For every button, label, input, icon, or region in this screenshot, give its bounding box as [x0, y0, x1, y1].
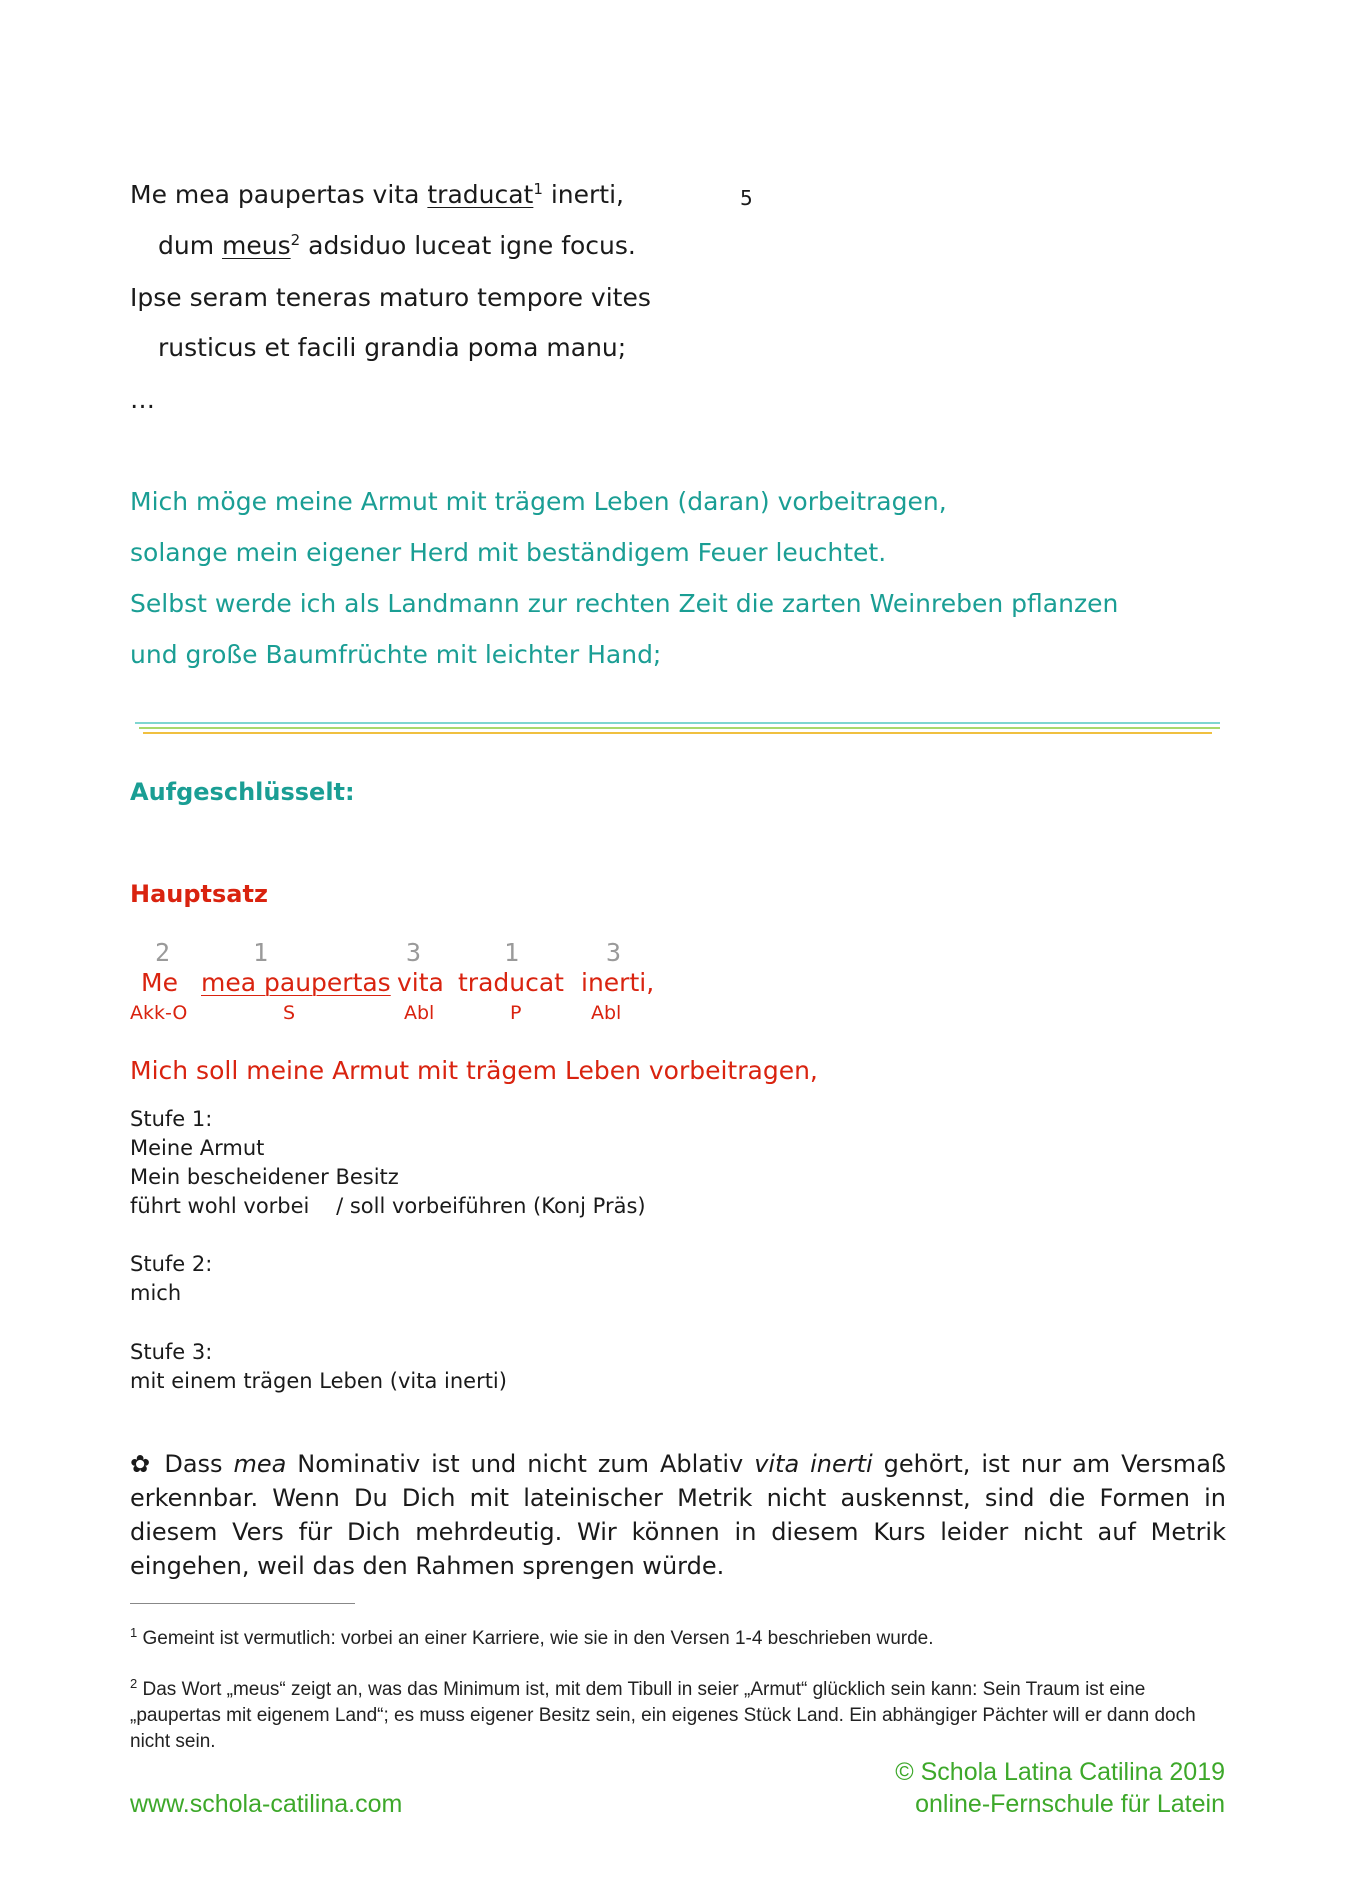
- underlined-word-traducat: traducat: [427, 180, 534, 209]
- degree-number: 3: [606, 938, 622, 967]
- footnote-1: [130, 1626, 1230, 1652]
- divider: [135, 722, 1220, 736]
- translation-line-1: Mich möge meine Armut mit trägem Leben (daran) vorbeitragen,: [130, 487, 947, 516]
- note-text: Dass: [153, 1450, 234, 1478]
- syntax-role: Abl: [404, 1002, 435, 1024]
- main-clause-title: Hauptsatz: [130, 880, 268, 908]
- copyright: © Schola Latina Catilina 2019: [895, 1758, 1225, 1786]
- footnote-ref-2[interactable]: 2: [290, 231, 301, 249]
- translation-line-4: und große Baumfrüchte mit leichter Hand;: [130, 640, 662, 669]
- syntax-role: P: [510, 1002, 522, 1024]
- analysis-word: mea paupertas: [201, 968, 391, 997]
- website-link[interactable]: www.schola-catilina.com: [130, 1790, 403, 1818]
- verse-text: Me mea paupertas vita: [130, 180, 428, 209]
- underlined-word-meus: meus: [222, 231, 291, 260]
- footnote-text: Das Wort „meus“ zeigt an, was das Minimum ist, mit dem Tibull in seier „Armut“ glücklich sein kann: Sein Traum ist eine „paupertas mit eigenem Land“; es muss eigener Besitz sein, ein eigenes Stück Land. Ein abhängiger Pächter will er dann doch nicht sein.: [130, 1679, 1196, 1752]
- footnote-separator: [130, 1603, 355, 1604]
- degree-number: 2: [155, 938, 171, 967]
- syntax-role: Abl: [591, 1002, 622, 1024]
- note-italic: vita inerti: [754, 1450, 873, 1478]
- footnote-number: 2: [130, 1676, 138, 1691]
- stufe-title: Stufe 1:: [130, 1107, 213, 1131]
- verse-text: dum: [158, 231, 223, 260]
- stufe-line: mit einem trägen Leben (vita inerti): [130, 1369, 507, 1393]
- section-title: Aufgeschlüsselt:: [130, 778, 355, 806]
- syntax-role: Akk-O: [130, 1002, 188, 1024]
- analysis-word: inerti,: [581, 968, 655, 997]
- degree-number: 1: [504, 938, 520, 967]
- stufe-2: [130, 1250, 212, 1308]
- stufe-title: Stufe 3:: [130, 1340, 213, 1364]
- note-text: Nominativ ist und nicht zum Ablativ: [286, 1450, 755, 1478]
- stufe-1: [130, 1105, 646, 1221]
- analysis-word: Me: [141, 968, 178, 997]
- verse-ellipsis: …: [130, 385, 155, 414]
- tagline: online-Fernschule für Latein: [915, 1790, 1225, 1818]
- footnote-number: 1: [130, 1625, 138, 1640]
- stufe-line: Mein bescheidener Besitz: [130, 1165, 399, 1189]
- footnote-ref-1[interactable]: 1: [533, 180, 543, 198]
- footnote-text: Gemeint ist vermutlich: vorbei an einer Karriere, wie sie in den Versen 1-4 beschrieben wurde.: [137, 1628, 934, 1649]
- stufe-line: Meine Armut: [130, 1136, 265, 1160]
- degree-number: 1: [253, 938, 269, 967]
- stufe-title: Stufe 2:: [130, 1252, 213, 1276]
- analysis-word: vita: [397, 968, 444, 997]
- note-text: gehört, ist nur am Versmaß erkennbar. Wenn Du Dich mit lateinischer Metrik nicht auskennst, sind die Formen in diesem Vers für Dich mehrdeutig. Wir können in diesem Kurs leider nicht auf Metrik eingehen, weil das den Rahmen sprengen würde.: [130, 1450, 1227, 1580]
- translation-line-3: Selbst werde ich als Landmann zur rechten Zeit die zarten Weinreben pflanzen: [130, 589, 1119, 618]
- degree-number: 3: [406, 938, 422, 967]
- stufe-3: [130, 1338, 507, 1396]
- translation-line-2: solange mein eigener Herd mit beständigem Feuer leuchtet.: [130, 538, 887, 567]
- verse-text: inerti,: [542, 180, 624, 209]
- main-clause-translation: Mich soll meine Armut mit trägem Leben vorbeitragen,: [130, 1056, 818, 1085]
- analysis-word: traducat: [458, 968, 564, 997]
- footnote-2: [130, 1677, 1230, 1755]
- note-italic: mea: [233, 1450, 287, 1478]
- verse-text: adsiduo luceat igne focus.: [300, 231, 636, 260]
- stufe-line: führt wohl vorbei / soll vorbeiführen (Konj Präs): [130, 1194, 646, 1218]
- verse-line-2: [158, 231, 636, 260]
- metrics-note: [130, 1447, 1226, 1583]
- syntax-role: S: [283, 1002, 296, 1024]
- verse-line-1: [130, 180, 624, 209]
- stufe-line: mich: [130, 1281, 182, 1305]
- flower-icon: ✿: [130, 1450, 154, 1478]
- line-number: 5: [740, 186, 753, 210]
- verse-line-3: Ipse seram teneras maturo tempore vites: [130, 283, 651, 312]
- verse-line-4: rusticus et facili grandia poma manu;: [158, 333, 627, 362]
